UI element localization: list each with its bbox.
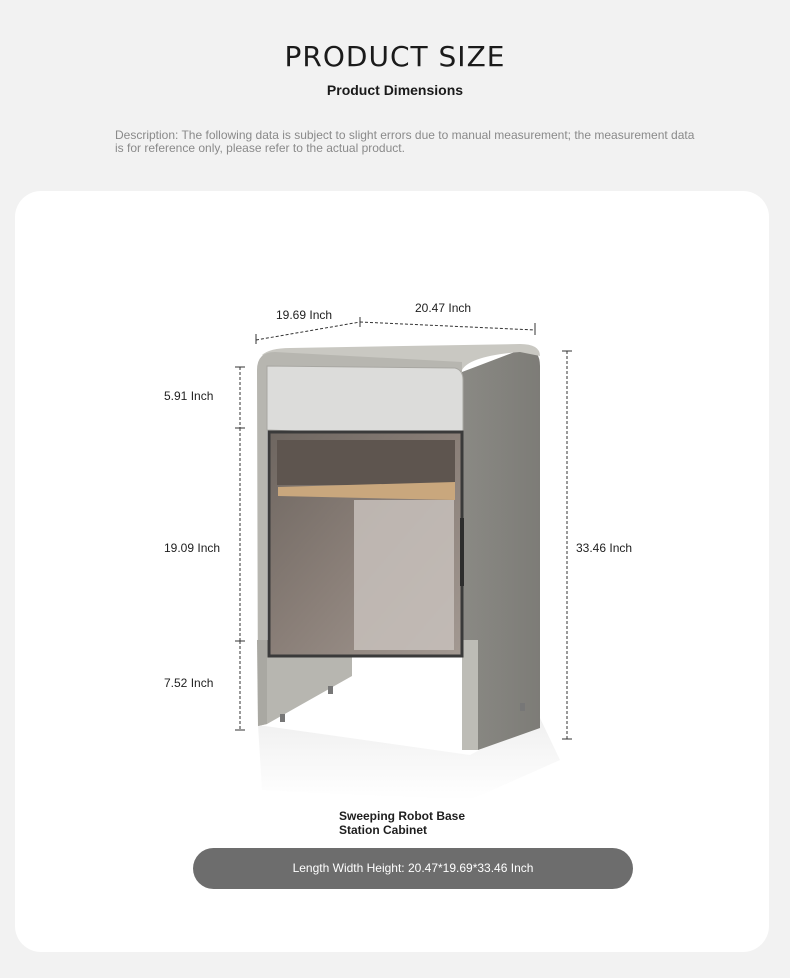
dimensions-summary-pill: Length Width Height: 20.47*19.69*33.46 Inch [193,848,633,889]
product-name-line1: Sweeping Robot Base [339,809,466,823]
drawer-height-label: 5.91 Inch [164,389,214,403]
base-height-label: 7.52 Inch [164,676,214,690]
width-dimension-line [360,322,535,330]
total-height-label: 33.46 Inch [576,541,633,555]
depth-label: 19.69 Inch [276,308,333,322]
measurement-disclaimer: Description: The following data is subject to slight errors due to manual measurement; the measurement data is for reference only, please refer to the actual product. [115,128,695,155]
door-handle [460,518,464,586]
page-subtitle: Product Dimensions [326,82,464,98]
page-title: PRODUCT SIZE [284,40,506,73]
cabinet-height-label: 19.09 Inch [164,541,221,555]
cabinet-drawer [267,366,463,437]
cabinet-right-leg [462,640,478,750]
width-label: 20.47 Inch [415,301,472,315]
depth-dimension-line [256,322,360,340]
product-name-line2: Station Cabinet [339,823,428,837]
product-name [339,809,465,837]
